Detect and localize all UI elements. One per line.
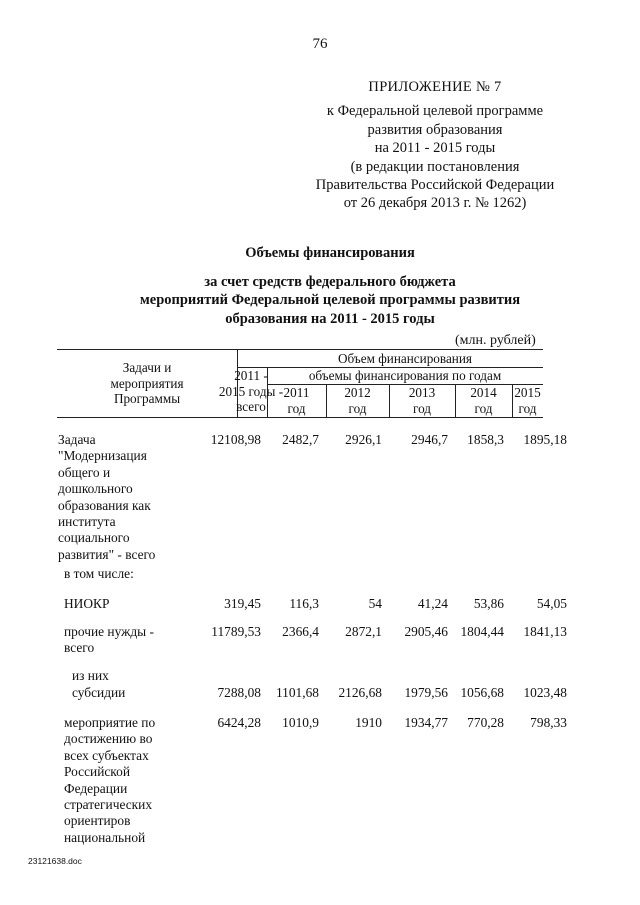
cell-2012: 2872,1: [345, 624, 382, 639]
appendix-line: от 26 декабря 2013 г. № 1262): [343, 195, 527, 212]
appendix-line: Правительства Российской Федерации: [315, 177, 555, 194]
cell-2015: 798,33: [530, 715, 567, 730]
cell-2012: 2126,68: [338, 685, 382, 700]
title-line: Объемы финансирования: [245, 245, 415, 261]
title-line: за счет средств федерального бюджета: [204, 273, 456, 290]
header-year-2014: 2014 год: [470, 385, 497, 416]
cell-2011: 1101,68: [275, 685, 319, 700]
header-year-2012: 2012 год: [344, 385, 371, 416]
page-number: 76: [312, 36, 328, 52]
units-label: (млн. рублей): [455, 333, 536, 348]
cell-2013: 1934,77: [404, 715, 448, 730]
cell-total: 6424,28: [217, 715, 261, 730]
cell-2014: 770,28: [467, 715, 504, 730]
row-label: субсидии: [72, 685, 126, 700]
cell-2012: 54: [368, 596, 382, 611]
header-tasks: Задачи и мероприятия Программы: [110, 360, 184, 406]
cell-2012: 1910: [355, 715, 382, 730]
cell-2015: 1841,13: [523, 624, 567, 639]
header-year-2015: 2015 год: [514, 385, 541, 416]
cell-2014: 1858,3: [467, 432, 504, 447]
title-line: мероприятий Федеральной целевой программы развития: [139, 292, 521, 309]
cell-2015: 1023,48: [523, 685, 567, 700]
header-funding: Объем финансирования: [338, 351, 472, 366]
cell-2015: 54,05: [536, 596, 567, 611]
cell-2013: 41,24: [417, 596, 448, 611]
cell-total: 7288,08: [217, 685, 261, 700]
header-year-2011: 2011 год: [283, 385, 310, 416]
cell-2013: 2905,46: [404, 624, 448, 639]
document-title: [60, 244, 600, 328]
appendix-block: [300, 78, 570, 213]
cell-2014: 53,86: [473, 596, 504, 611]
row-label: в том числе:: [64, 566, 134, 581]
row-label: НИОКР: [64, 596, 110, 611]
cell-2011: 116,3: [289, 596, 319, 611]
cell-2011: 2482,7: [282, 432, 319, 447]
appendix-line: на 2011 - 2015 годы: [374, 140, 496, 157]
header-total: 2011 - 2015 годы - всего: [218, 368, 284, 414]
appendix-line: развития образования: [367, 121, 503, 138]
appendix-heading: ПРИЛОЖЕНИЕ № 7: [368, 79, 502, 95]
title-line: образования на 2011 - 2015 годы: [225, 310, 435, 327]
row-label: из них: [72, 668, 109, 683]
cell-total: 319,45: [224, 596, 261, 611]
header-by-year: объемы финансирования по годам: [308, 368, 502, 383]
row-label: прочие нужды - всего: [64, 624, 154, 656]
cell-total: 12108,98: [210, 432, 261, 447]
header-year-2013: 2013 год: [408, 385, 436, 416]
cell-2014: 1804,44: [460, 624, 504, 639]
cell-total: 11789,53: [211, 624, 261, 639]
cell-2015: 1895,18: [523, 432, 567, 447]
row-label: мероприятие по достижению во всех субъектах Российской Федерации стратегических ориентиров национальной: [64, 715, 156, 845]
appendix-line: (в редакции постановления: [350, 158, 520, 175]
appendix-line: к Федеральной целевой программе: [326, 103, 544, 120]
cell-2013: 2946,7: [411, 432, 448, 447]
row-label: Задача "Модернизация общего и дошкольного образования как института социального развития" - всего: [58, 432, 156, 562]
document-filename: 23121638.doc: [28, 856, 82, 866]
cell-2013: 1979,56: [404, 685, 448, 700]
cell-2011: 2366,4: [282, 624, 319, 639]
cell-2011: 1010,9: [282, 715, 319, 730]
cell-2014: 1056,68: [460, 685, 504, 700]
cell-2012: 2926,1: [345, 432, 382, 447]
